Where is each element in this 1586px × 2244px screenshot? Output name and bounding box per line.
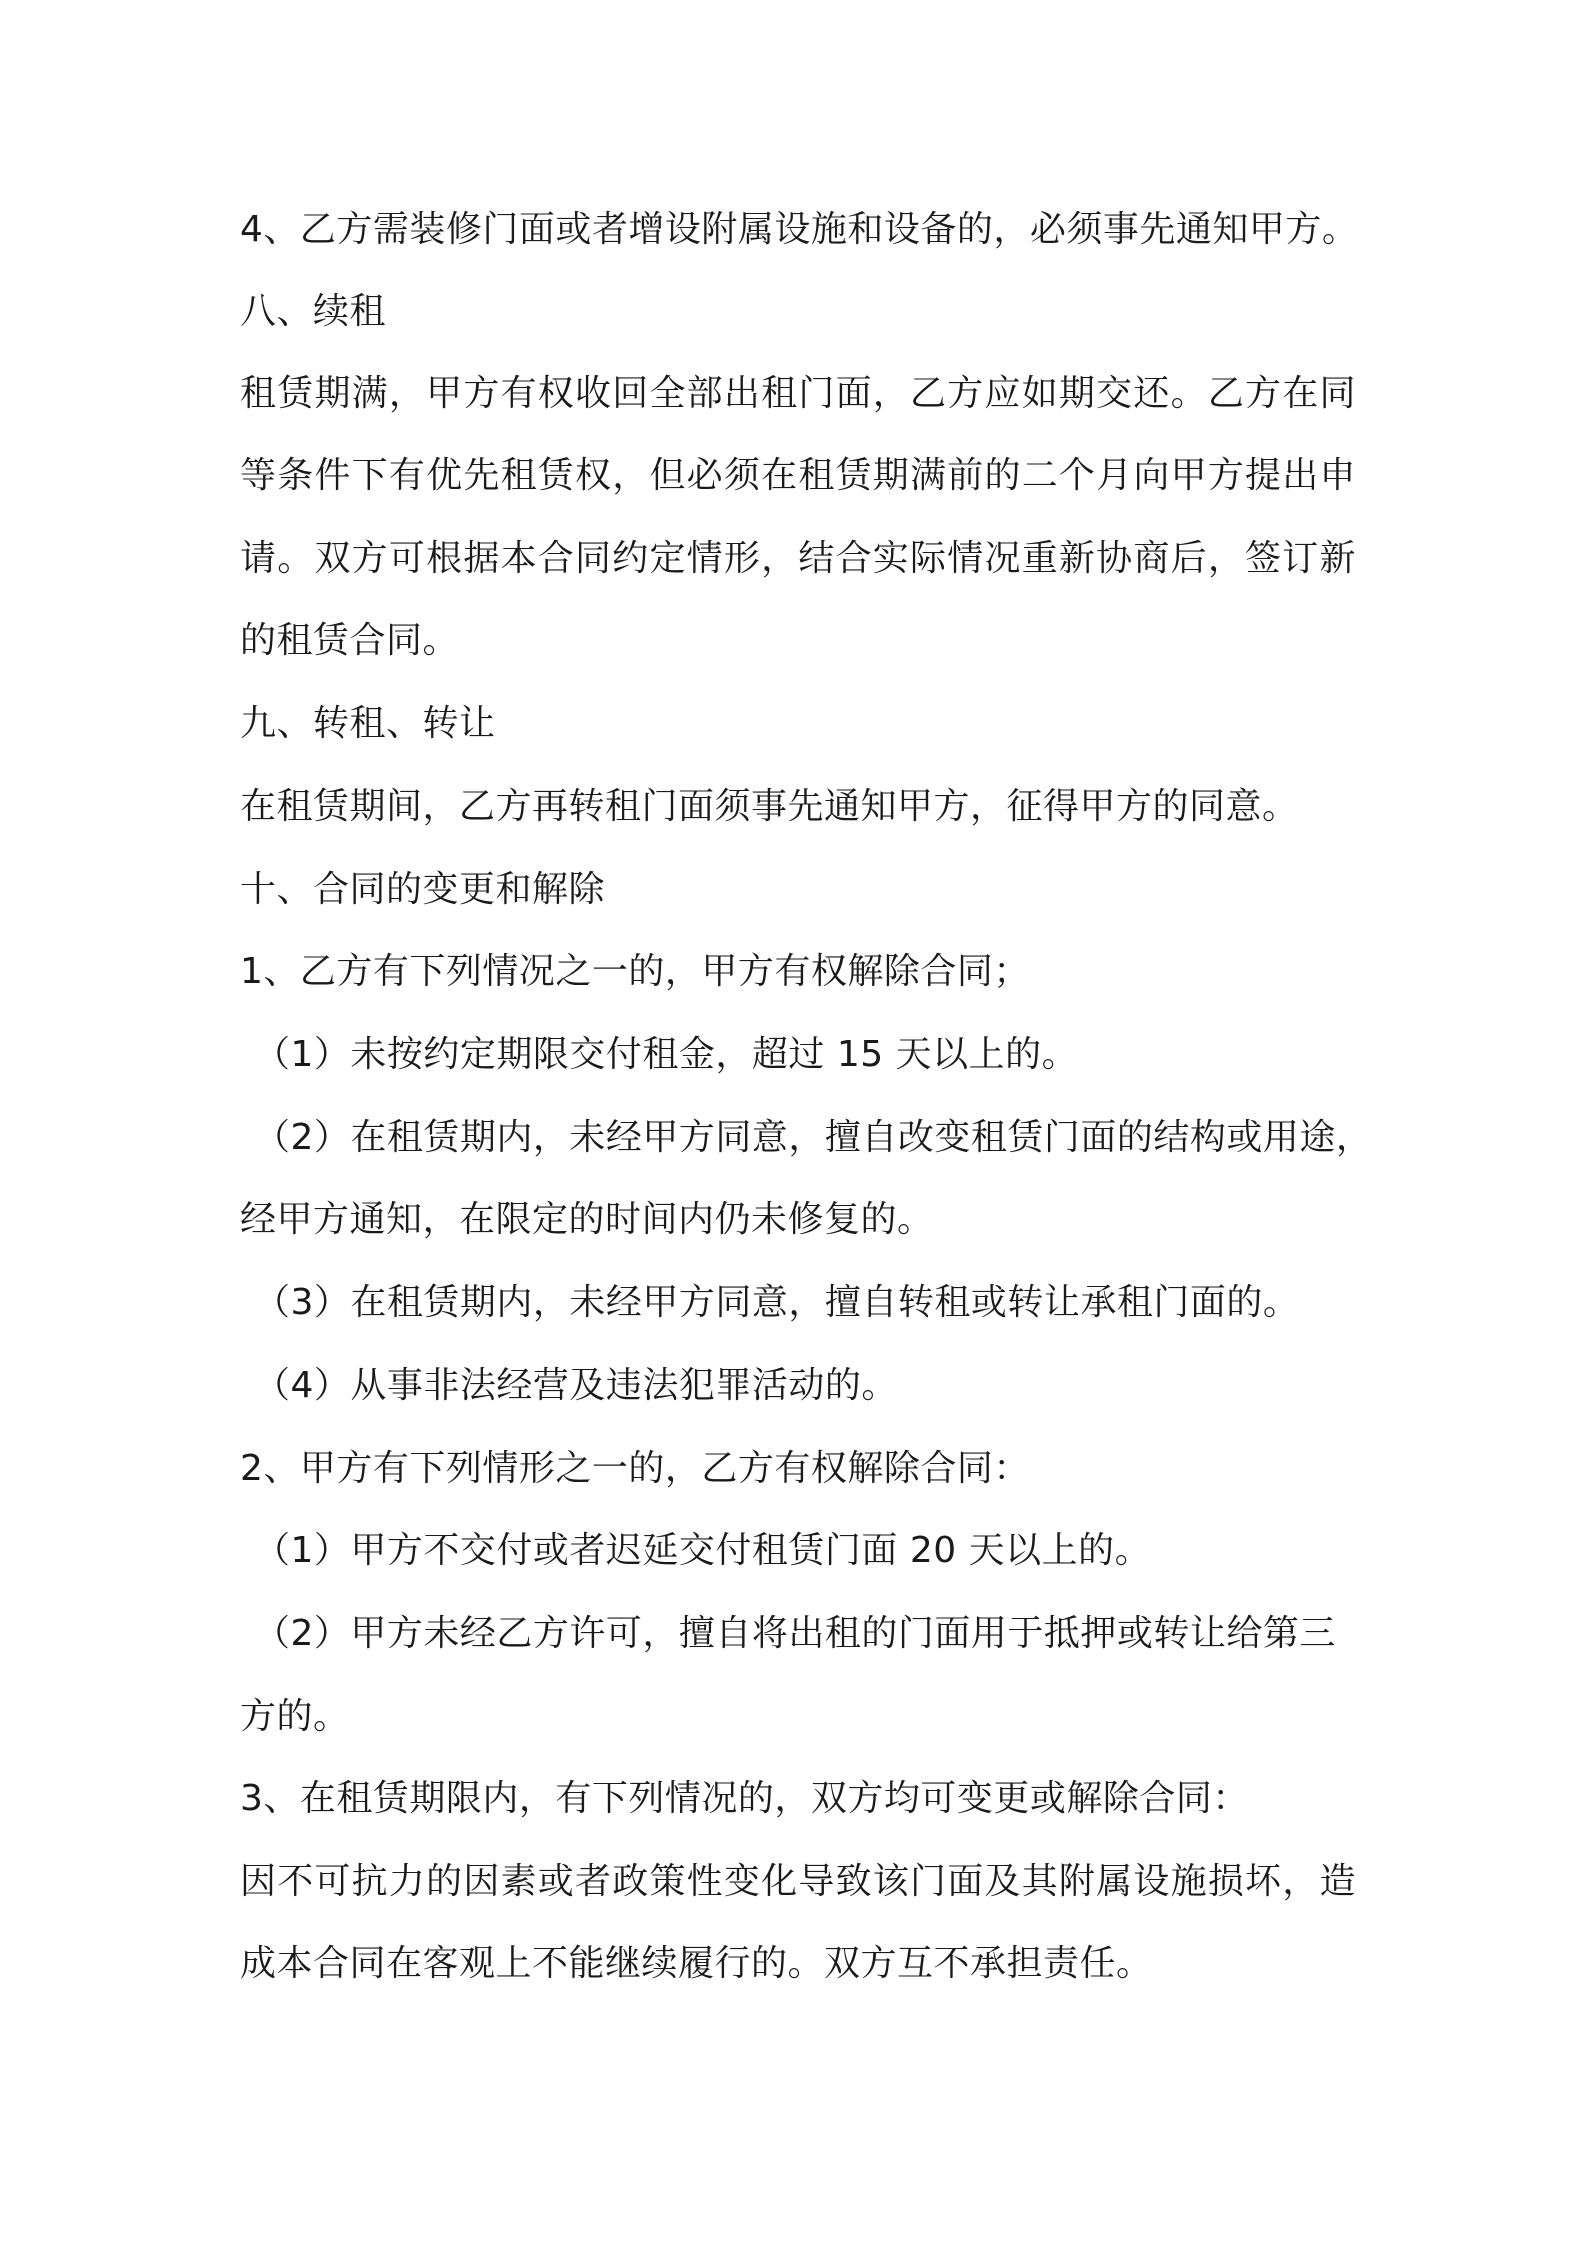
renewal-paragraph-line-3: 请。双方可根据本合同约定情形，结合实际情况重新协商后，签订新 — [240, 538, 1356, 579]
section-heading-modification: 十、合同的变更和解除 — [240, 869, 606, 910]
clause-10-item-2: 2、甲方有下列情形之一的，乙方有权解除合同： — [240, 1448, 1030, 1489]
clause-10-item-3: 3、在租赁期限内，有下列情况的，双方均可变更或解除合同： — [240, 1778, 1249, 1819]
clause-10-2-sub-2-line-2: 方的。 — [240, 1696, 350, 1737]
section-heading-sublease: 九、转租、转让 — [240, 703, 496, 744]
clause-10-item-1: 1、乙方有下列情况之一的，甲方有权解除合同； — [240, 951, 1030, 992]
force-majeure-line-2: 成本合同在客观上不能继续履行的。双方互不承担责任。 — [240, 1943, 1153, 1984]
clause-10-1-sub-1: （1）未按约定期限交付租金，超过 15 天以上的。 — [254, 1034, 1079, 1075]
renewal-paragraph-line-1: 租赁期满，甲方有权收回全部出租门面，乙方应如期交还。乙方在同 — [240, 373, 1356, 414]
section-heading-renewal: 八、续租 — [240, 291, 387, 332]
clause-10-2-sub-2-line-1: （2）甲方未经乙方许可，擅自将出租的门面用于抵押或转让给第三 — [254, 1613, 1336, 1654]
renewal-paragraph-line-4: 的租赁合同。 — [240, 620, 460, 661]
clause-10-1-sub-2-line-1: （2）在租赁期内，未经甲方同意，擅自改变租赁门面的结构或用途， — [254, 1117, 1373, 1158]
clause-10-1-sub-4: （4）从事非法经营及违法犯罪活动的。 — [254, 1365, 898, 1406]
force-majeure-line-1: 因不可抗力的因素或者政策性变化导致该门面及其附属设施损坏，造 — [240, 1861, 1356, 1902]
clause-7-item-4: 4、乙方需装修门面或者增设附属设施和设备的，必须事先通知甲方。 — [240, 209, 1359, 250]
renewal-paragraph-line-2: 等条件下有优先租赁权，但必须在租赁期满前的二个月向甲方提出申 — [240, 455, 1356, 496]
clause-10-1-sub-3: （3）在租赁期内，未经甲方同意，擅自转租或转让承租门面的。 — [254, 1282, 1300, 1323]
clause-10-1-sub-2-line-2: 经甲方通知，在限定的时间内仍未修复的。 — [240, 1199, 934, 1240]
sublease-paragraph: 在租赁期间，乙方再转租门面须事先通知甲方，征得甲方的同意。 — [240, 786, 1299, 827]
clause-10-2-sub-1: （1）甲方不交付或者迟延交付租赁门面 20 天以上的。 — [254, 1530, 1152, 1571]
